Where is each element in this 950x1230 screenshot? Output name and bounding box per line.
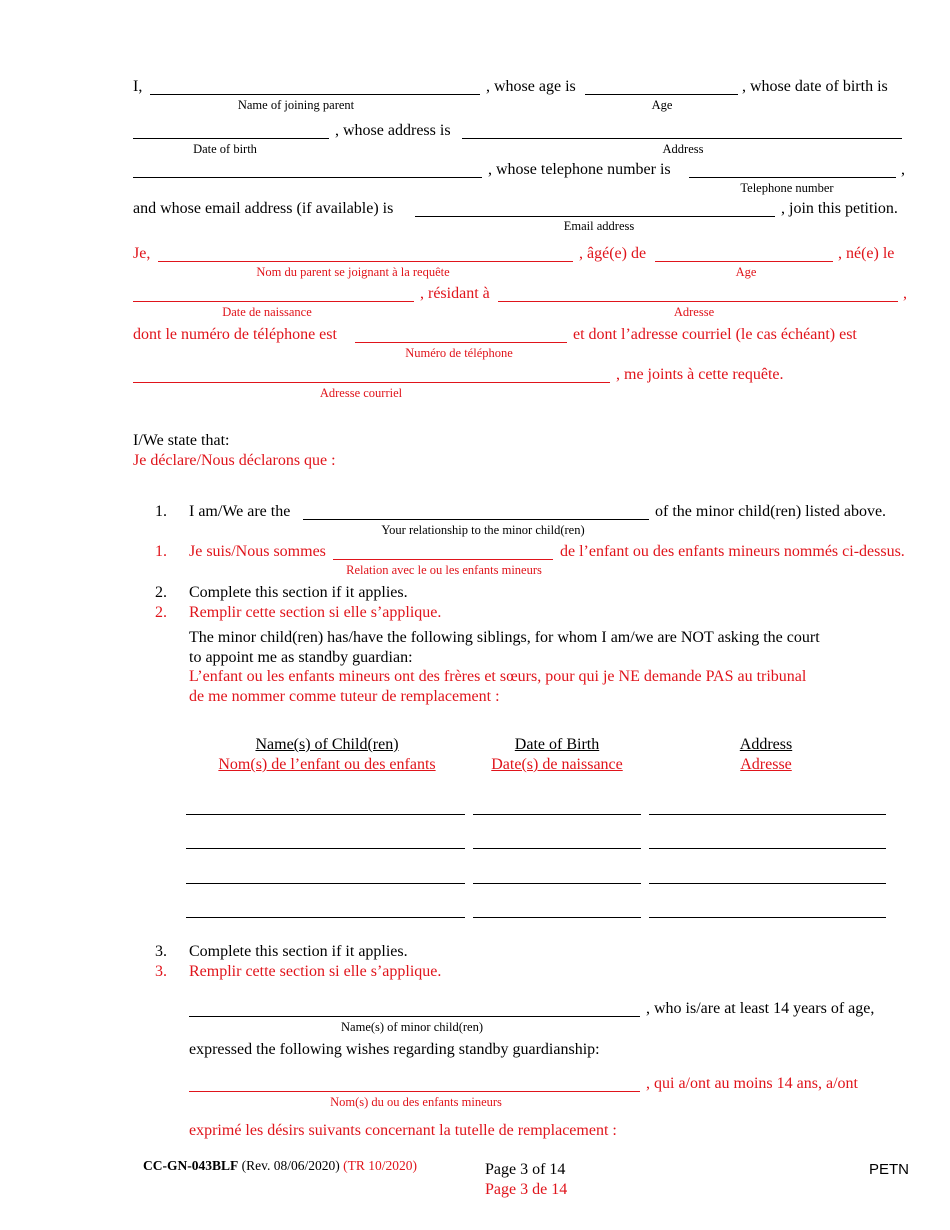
footer-form-info [143,1158,417,1174]
item1-fr-prefix: Je suis/Nous sommes [189,543,326,560]
item2-en: Complete this section if it applies. [189,584,408,601]
form-id: CC-GN-043BLF [143,1158,239,1173]
item1-fr-number: 1. [155,543,167,560]
item3-number: 3. [155,943,167,960]
address-field[interactable] [462,138,902,139]
sibling-name-field[interactable] [186,917,465,918]
caption-address: Address [662,142,704,156]
sibling-dob-field[interactable] [473,814,641,815]
email-field[interactable] [415,216,775,217]
caption-minor-children: Name(s) of minor child(ren) [341,1020,483,1034]
fr-minor-children-names-field[interactable] [189,1091,640,1092]
sibling-dob-field[interactable] [473,917,641,918]
fr-address-field[interactable] [498,301,898,302]
label-whose-address-is: , whose address is [335,122,451,139]
label-email-est: et dont l’adresse courriel (le cas échéant) est [573,326,857,343]
item3-en: Complete this section if it applies. [189,943,408,960]
age-field[interactable] [585,94,738,95]
label-age-de: , âgé(e) de [579,245,647,262]
item3-fr-suffix: , qui a/ont au moins 14 ans, a/ont [646,1075,858,1092]
item2-fr-number: 2. [155,604,167,621]
sibling-name-field[interactable] [186,883,465,884]
item2-fr: Remplir cette section si elle s’applique. [189,604,442,621]
label-residant: , résidant à [420,285,490,302]
item3-en-wishes: expressed the following wishes regarding standby guardianship: [189,1041,600,1058]
caption-telephone: Telephone number [740,181,834,195]
date-of-birth-field[interactable] [133,138,329,139]
relationship-field[interactable] [303,519,649,520]
fr-caption-age: Age [735,265,757,279]
form-revision: (Rev. 08/06/2020) [241,1158,340,1173]
telephone-field[interactable] [689,177,896,178]
fr-telephone-field[interactable] [355,342,567,343]
header-address-fr: Adresse [740,756,792,773]
siblings-fr-line1: L’enfant ou les enfants mineurs ont des frères et sœurs, pour qui je NE demande PAS au tribunal [189,668,807,685]
fr-relationship-field[interactable] [333,559,553,560]
fr-age-field[interactable] [655,261,833,262]
fr-caption-email: Adresse courriel [319,386,403,400]
header-date-of-birth: Date of Birth [514,736,600,753]
sibling-address-field[interactable] [649,883,886,884]
sibling-address-field[interactable] [649,814,886,815]
fr-caption-address: Adresse [673,305,715,319]
page-number-fr: Page 3 de 14 [485,1181,568,1198]
fr-caption-phone: Numéro de téléphone [405,346,513,360]
label-me-joints: , me joints à cette requête. [616,366,784,383]
siblings-en-line1: The minor child(ren) has/have the following siblings, for whom I am/we are NOT asking the court [189,629,820,646]
fr-caption-relationship: Relation avec le ou les enfants mineurs [346,563,542,577]
fr-caption-dob: Date de naissance [222,305,312,319]
address-field-line-2[interactable] [133,177,482,178]
label-whose-dob-is: , whose date of birth is [742,78,888,95]
petn-code: PETN [869,1161,910,1178]
label-ne-le: , né(e) le [838,245,895,262]
item3-fr-wishes: exprimé les désirs suivants concernant la tutelle de remplacement : [189,1122,617,1139]
siblings-fr-line2: de me nommer comme tuteur de remplacement : [189,688,500,705]
label-i: I, [133,78,143,95]
sibling-name-field[interactable] [186,814,465,815]
fr-email-field[interactable] [133,382,610,383]
fr-caption-minor-children: Nom(s) du ou des enfants mineurs [330,1095,502,1109]
item2-number: 2. [155,584,167,601]
statement-fr: Je déclare/Nous déclarons que : [133,452,336,469]
sibling-dob-field[interactable] [473,848,641,849]
header-name-of-children: Name(s) of Child(ren) [255,736,399,753]
header-name-of-children-fr: Nom(s) de l’enfant ou des enfants [218,756,436,773]
sibling-address-field[interactable] [649,917,886,918]
item1-en-suffix: of the minor child(ren) listed above. [655,503,887,520]
sibling-address-field[interactable] [649,848,886,849]
label-phone-est: dont le numéro de téléphone est [133,326,337,343]
item1-number: 1. [155,503,167,520]
fr-date-of-birth-field[interactable] [133,301,414,302]
form-translation-rev: (TR 10/2020) [343,1158,417,1173]
fr-comma: , [903,285,907,302]
label-join-petition: , join this petition. [781,200,898,217]
item3-en-suffix: , who is/are at least 14 years of age, [646,1000,875,1017]
item3-fr-number: 3. [155,963,167,980]
header-date-of-birth-fr: Date(s) de naissance [491,756,623,773]
sibling-name-field[interactable] [186,848,465,849]
label-whose-email-is: and whose email address (if available) is [133,200,394,217]
item1-en-prefix: I am/We are the [189,503,291,520]
joining-parent-name-field[interactable] [150,94,480,95]
minor-children-names-field[interactable] [189,1016,640,1017]
caption-relationship: Your relationship to the minor child(ren) [381,523,585,537]
statement-en: I/We state that: [133,432,230,449]
caption-date-of-birth: Date of birth [193,142,257,156]
label-je: Je, [133,245,151,262]
label-whose-phone-is: , whose telephone number is [488,161,671,178]
sibling-dob-field[interactable] [473,883,641,884]
fr-caption-name: Nom du parent se joignant à la requête [256,265,450,279]
caption-email: Email address [563,219,635,233]
comma: , [901,161,905,178]
caption-age: Age [651,98,673,112]
siblings-en-line2: to appoint me as standby guardian: [189,649,413,666]
label-whose-age-is: , whose age is [486,78,576,95]
fr-joining-parent-name-field[interactable] [158,261,573,262]
header-address: Address [739,736,793,753]
item1-fr-suffix: de l’enfant ou des enfants mineurs nommés ci-dessus. [560,543,905,560]
caption-name-joining-parent: Name of joining parent [237,98,355,112]
page-number-en: Page 3 of 14 [485,1161,566,1178]
item3-fr: Remplir cette section si elle s’applique. [189,963,442,980]
